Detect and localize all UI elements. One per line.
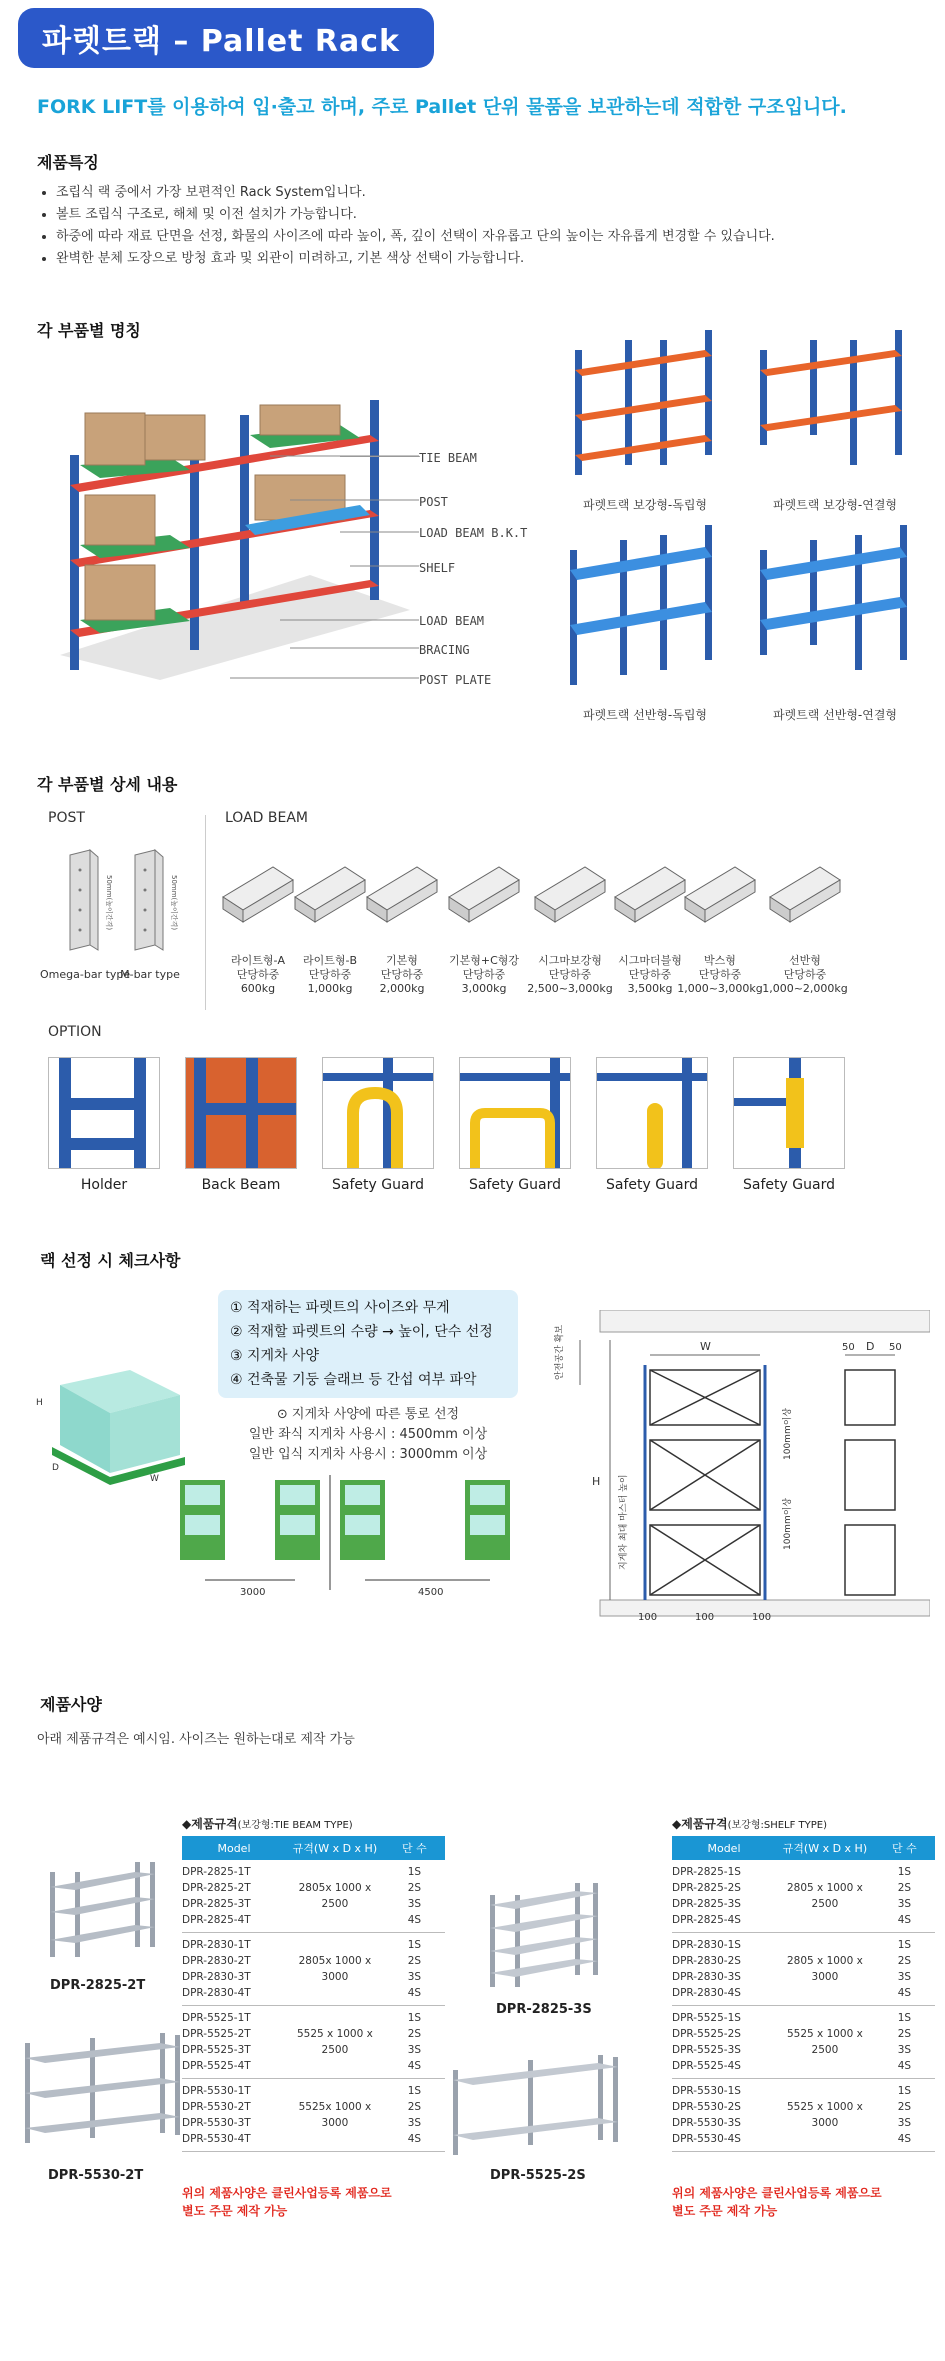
col-header: 규격(W x D x H) [776,1836,874,1860]
option-image-safety-guard [322,1057,434,1169]
model-code: DPR-5530-1S [672,2085,741,2097]
stage-count: 1S [407,1939,422,1951]
model-code: DPR-2830-2S [672,1955,741,1967]
model-code: DPR-2825-4T [182,1914,251,1926]
feature-item: • 조립식 랙 중에서 가장 보편적인 Rack System입니다. [56,182,912,204]
rack-type-image [760,525,910,690]
option-caption: Back Beam [201,1177,281,1193]
model-code: DPR-5525-3T [182,2044,251,2056]
stage-count: 3S [897,1898,912,1910]
stage-count: 3S [407,2117,422,2129]
load-beam-image [760,852,850,932]
caption-sub: (보강형:TIE BEAM TYPE) [237,1820,353,1831]
load-beam-caption [439,954,529,996]
model-code: DPR-5525-4S [672,2060,741,2072]
stage-count: 4S [897,2133,912,2145]
load-beam-name: 선반형 [789,954,821,967]
load-beam-value: 2,500~3,000kg [527,982,613,995]
spec-sub: 아래 제품규격은 예시임. 사이즈는 원하는대로 제작 가능 [37,1732,355,1747]
model-code: DPR-5530-1T [182,2085,251,2097]
spec-left-caption [182,1815,353,1832]
feature-item: • 하중에 따라 재료 단면을 선정, 화물의 사이즈에 따라 높이, 폭, 깊이 선택이 자유롭고 단의 높이는 자유롭게 변경할 수 있습니다. [56,226,912,248]
parts-heading: 각 부품별 명칭 [37,321,141,340]
load-beam-value: 3,500kg [627,982,673,995]
model-code: DPR-5525-4T [182,2060,251,2072]
load-beam-name: 시그마보강형 [538,954,602,967]
mast-height-label: 지게차 최대 마스터 높이 [619,1474,629,1570]
dim-d: D [866,1340,875,1353]
model-code: DPR-5525-1S [672,2012,741,2024]
label-tie-beam: TIE BEAM [419,451,477,465]
load-beam-load: 단당하중 [698,968,742,981]
stage-count: 1S [407,2085,422,2097]
stage-count: 2S [897,2028,912,2040]
load-beam-value: 2,000kg [379,982,425,995]
model-label: DPR-2825-3S [496,2002,592,2017]
col-header: 단 수 [384,1836,445,1860]
model-code: DPR-2825-2T [182,1882,251,1894]
label-load-beam: LOAD BEAM [419,614,485,628]
rack-type-caption: 파렛트랙 보강형-독립형 [582,498,708,512]
load-beam-load: 단당하중 [308,968,352,981]
note-line: 위의 제품사양은 클린사업등록 제품으로 [672,2186,882,2200]
stage-count: 2S [897,2101,912,2113]
stage-count: 1S [897,2085,912,2097]
rack-type-caption: 파렛트랙 보강형-연결형 [772,498,898,512]
stage-count: 1S [407,2012,422,2024]
model-code: DPR-2825-1T [182,1866,251,1878]
spec-right-caption [672,1815,827,1832]
option-caption: Safety Guard [332,1177,424,1193]
forklift-notes [218,1405,518,1465]
stage-count: 4S [407,1914,422,1926]
table-header-row [672,1836,935,1860]
table-row [182,1933,445,2006]
load-beam-name: 라이트형-A [231,954,285,967]
label-post-plate: POST PLATE [419,673,492,687]
load-beam-value: 1,000~2,000kg [762,982,848,995]
size-cell: 5525 x 1000 x 2500 [286,2006,384,2079]
forklift-note: 일반 좌식 지게차 사용시 : 4500mm 이상 [248,1427,488,1442]
model-code: DPR-5525-2T [182,2028,251,2040]
option-caption: Safety Guard [606,1177,698,1193]
intro-text: FORK LIFT를 이용하여 입·출고 하며, 주로 Pallet 단위 물품을 보관하는데 적합한 구조입니다. [37,96,847,118]
load-beam-image [525,852,615,932]
check-heading: 랙 선정 시 체크사항 [40,1251,181,1270]
page-title: 파렛트랙 – Pallet Rack [18,8,434,68]
table-row [182,2079,445,2152]
size-cell: 5525 x 1000 x 3000 [776,2079,874,2152]
post-type-caption: M-bar type [120,968,180,981]
load-beam-load: 단당하중 [628,968,672,981]
load-beam-name: 시그마더블형 [618,954,682,967]
note-line: 별도 주문 제작 가능 [672,2204,778,2218]
load-beam-value: 1,000~3,000kg [677,982,763,995]
stage-count: 2S [407,2101,422,2113]
model-code: DPR-2830-3S [672,1971,741,1983]
post-images [50,845,190,955]
stage-count: 4S [897,2060,912,2072]
model-code: DPR-5530-4S [672,2133,741,2145]
model-code: DPR-2830-4T [182,1987,251,1999]
rack-type-caption: 파렛트랙 선반형-연결형 [772,708,898,722]
load-beam-caption [760,954,850,996]
load-beam-value: 600kg [240,982,276,995]
spec-table-right [672,1836,935,2152]
clearance-diagram [540,1310,930,1625]
stage-count: 3S [407,2044,422,2056]
details-heading: 각 부품별 상세 내용 [37,775,178,794]
label-leader-lines [230,450,420,685]
table-header-row [182,1836,445,1860]
size-cell: 2805 x 1000 x 3000 [776,1933,874,2006]
model-code: DPR-2825-4S [672,1914,741,1926]
stage-count: 4S [407,1987,422,1999]
model-label: DPR-5530-2T [48,2168,144,2183]
model-code: DPR-2825-1S [672,1866,741,1878]
load-beam-load: 단당하중 [783,968,827,981]
pallet-dim: D [52,1463,59,1473]
load-beam-load: 단당하중 [236,968,280,981]
rack-type-image [565,525,715,690]
col-header: 규격(W x D x H) [286,1836,384,1860]
forklift-note: ⊙ 지게차 사양에 따른 통로 선정 [276,1407,460,1422]
check-item: ③ 지게차 사양 [230,1348,320,1364]
stage-count: 4S [897,1914,912,1926]
caption-sub: (보강형:SHELF TYPE) [727,1820,828,1831]
table-row [182,2006,445,2079]
stage-count: 3S [407,1898,422,1910]
load-beam-label: LOAD BEAM [225,810,308,826]
dim-gap: 100 [695,1612,715,1623]
stage-count: 4S [407,2060,422,2072]
model-code: DPR-2825-3T [182,1898,251,1910]
post-type-caption: Omega-bar type [40,968,131,981]
dim-gap: 100 [752,1612,772,1623]
load-beam-image [675,852,765,932]
option-caption: Safety Guard [469,1177,561,1193]
model-code: DPR-2830-1T [182,1939,251,1951]
forklift-note: 일반 입식 지게차 사용시 : 3000mm 이상 [248,1447,488,1462]
model-code: DPR-5525-2S [672,2028,741,2040]
load-beam-caption [675,954,765,996]
stage-count: 2S [407,1955,422,1967]
stage-count: 4S [407,2133,422,2145]
option-image-holder [48,1057,160,1169]
stage-count: 3S [407,1971,422,1983]
model-image [485,1883,600,1988]
model-code: DPR-5525-3S [672,2044,741,2056]
aisle-width: 4500 [418,1587,444,1598]
model-code: DPR-2830-1S [672,1939,741,1951]
dim-w: W [700,1340,711,1353]
dim-vertical: 100mm이상 [783,1407,793,1460]
model-code: DPR-2830-4S [672,1987,741,1999]
load-beam-load: 단당하중 [548,968,592,981]
table-row [672,2079,935,2152]
table-row [672,1860,935,1933]
model-image [20,2033,180,2153]
model-label: DPR-5525-2S [490,2168,586,2183]
post-label: POST [48,810,85,826]
stage-count: 3S [897,2044,912,2056]
check-item: ④ 건축물 기둥 슬래브 등 간섭 여부 파악 [230,1372,477,1388]
features-list [42,182,912,270]
spec-table-left [182,1836,445,2152]
label-shelf: SHELF [419,561,456,575]
rack-type-image [570,330,715,480]
load-beam-caption [357,954,447,996]
option-image-safety-guard [733,1057,845,1169]
option-caption: Holder [80,1177,128,1193]
stage-count: 3S [897,2117,912,2129]
spec-left-note [182,2184,392,2220]
dim-gap: 100 [638,1612,658,1623]
stage-count: 2S [897,1955,912,1967]
table-row [182,1860,445,1933]
dim-h: H [592,1475,601,1488]
note-line: 위의 제품사양은 클린사업등록 제품으로 [182,2186,392,2200]
check-item: ② 적재할 파렛트의 수량 → 높이, 단수 선정 [230,1324,493,1340]
model-code: DPR-2830-3T [182,1971,251,1983]
stage-count: 4S [897,1987,912,1999]
model-code: DPR-5525-1T [182,2012,251,2024]
pallet-dim: W [150,1474,159,1484]
post-dim: 50mm(높이간격) [105,875,113,931]
option-label: OPTION [48,1024,102,1040]
pallet-illustration [30,1355,195,1485]
load-beam-name: 기본형 [386,954,418,967]
pallet-dim: H [36,1398,43,1408]
check-item: ① 적재하는 파렛트의 사이즈와 무게 [230,1300,450,1316]
col-header: Model [182,1836,286,1860]
load-beam-image [439,852,529,932]
option-image-back-beam [185,1057,297,1169]
model-code: DPR-5530-3S [672,2117,741,2129]
size-cell: 2805 x 1000 x 2500 [776,1860,874,1933]
aisle-illustration [175,1470,535,1610]
option-image-safety-guard [459,1057,571,1169]
stage-count: 2S [897,1882,912,1894]
model-code: DPR-5530-3T [182,2117,251,2129]
stage-count: 1S [407,1866,422,1878]
note-line: 별도 주문 제작 가능 [182,2204,288,2218]
dim-50: 50 [889,1342,902,1353]
stage-count: 2S [407,2028,422,2040]
stage-count: 1S [897,1866,912,1878]
feature-item: • 볼트 조립식 구조로, 해체 및 이전 설치가 가능합니다. [56,204,912,226]
size-cell: 2805x 1000 x 3000 [286,1933,384,2006]
safety-space-label: 안전공간 확보 [555,1324,565,1380]
feature-item: • 완벽한 분체 도장으로 방청 효과 및 외관이 미려하고, 기본 색상 선택이 가능합니다. [56,248,912,270]
post-dim: 50mm(높이간격) [170,875,178,931]
model-label: DPR-2825-2T [50,1978,146,1993]
model-code: DPR-5530-2T [182,2101,251,2113]
model-image [45,1862,155,1957]
caption-bold: ◆제품규격 [672,1817,728,1831]
table-row [672,1933,935,2006]
aisle-width: 3000 [240,1587,266,1598]
load-beam-name: 박스형 [704,954,736,967]
load-beam-caption [525,954,615,996]
features-heading: 제품특징 [37,153,99,172]
size-cell: 5525 x 1000 x 2500 [776,2006,874,2079]
col-header: Model [672,1836,776,1860]
model-image [448,2055,618,2155]
load-beam-load: 단당하중 [462,968,506,981]
size-cell: 2805x 1000 x 2500 [286,1860,384,1933]
label-post: POST [419,495,448,509]
stage-count: 3S [897,1971,912,1983]
rack-type-image [760,330,905,480]
spec-heading: 제품사양 [40,1695,102,1714]
load-beam-value: 1,000kg [307,982,353,995]
stage-count: 2S [407,1882,422,1894]
load-beam-load: 단당하중 [380,968,424,981]
stage-count: 1S [897,2012,912,2024]
option-caption: Safety Guard [743,1177,835,1193]
check-box [218,1290,518,1398]
size-cell: 5525x 1000 x 3000 [286,2079,384,2152]
dim-50: 50 [842,1342,855,1353]
label-load-beam-bkt: LOAD BEAM B.K.T [419,526,528,540]
dim-vertical: 100mm이상 [783,1497,793,1550]
model-code: DPR-5530-2S [672,2101,741,2113]
model-code: DPR-2825-3S [672,1898,741,1910]
option-image-safety-guard [596,1057,708,1169]
model-code: DPR-2825-2S [672,1882,741,1894]
spec-right-note [672,2184,882,2220]
rack-type-caption: 파렛트랙 선반형-독립형 [582,708,708,722]
col-header: 단 수 [874,1836,935,1860]
load-beam-name: 기본형+C형강 [448,954,520,967]
load-beam-name: 라이트형-B [302,954,358,967]
load-beam-image [357,852,447,932]
model-code: DPR-2830-2T [182,1955,251,1967]
stage-count: 1S [897,1939,912,1951]
load-beam-value: 3,000kg [461,982,507,995]
model-code: DPR-5530-4T [182,2133,251,2145]
caption-bold: ◆제품규격 [182,1817,238,1831]
table-row [672,2006,935,2079]
label-bracing: BRACING [419,643,470,657]
